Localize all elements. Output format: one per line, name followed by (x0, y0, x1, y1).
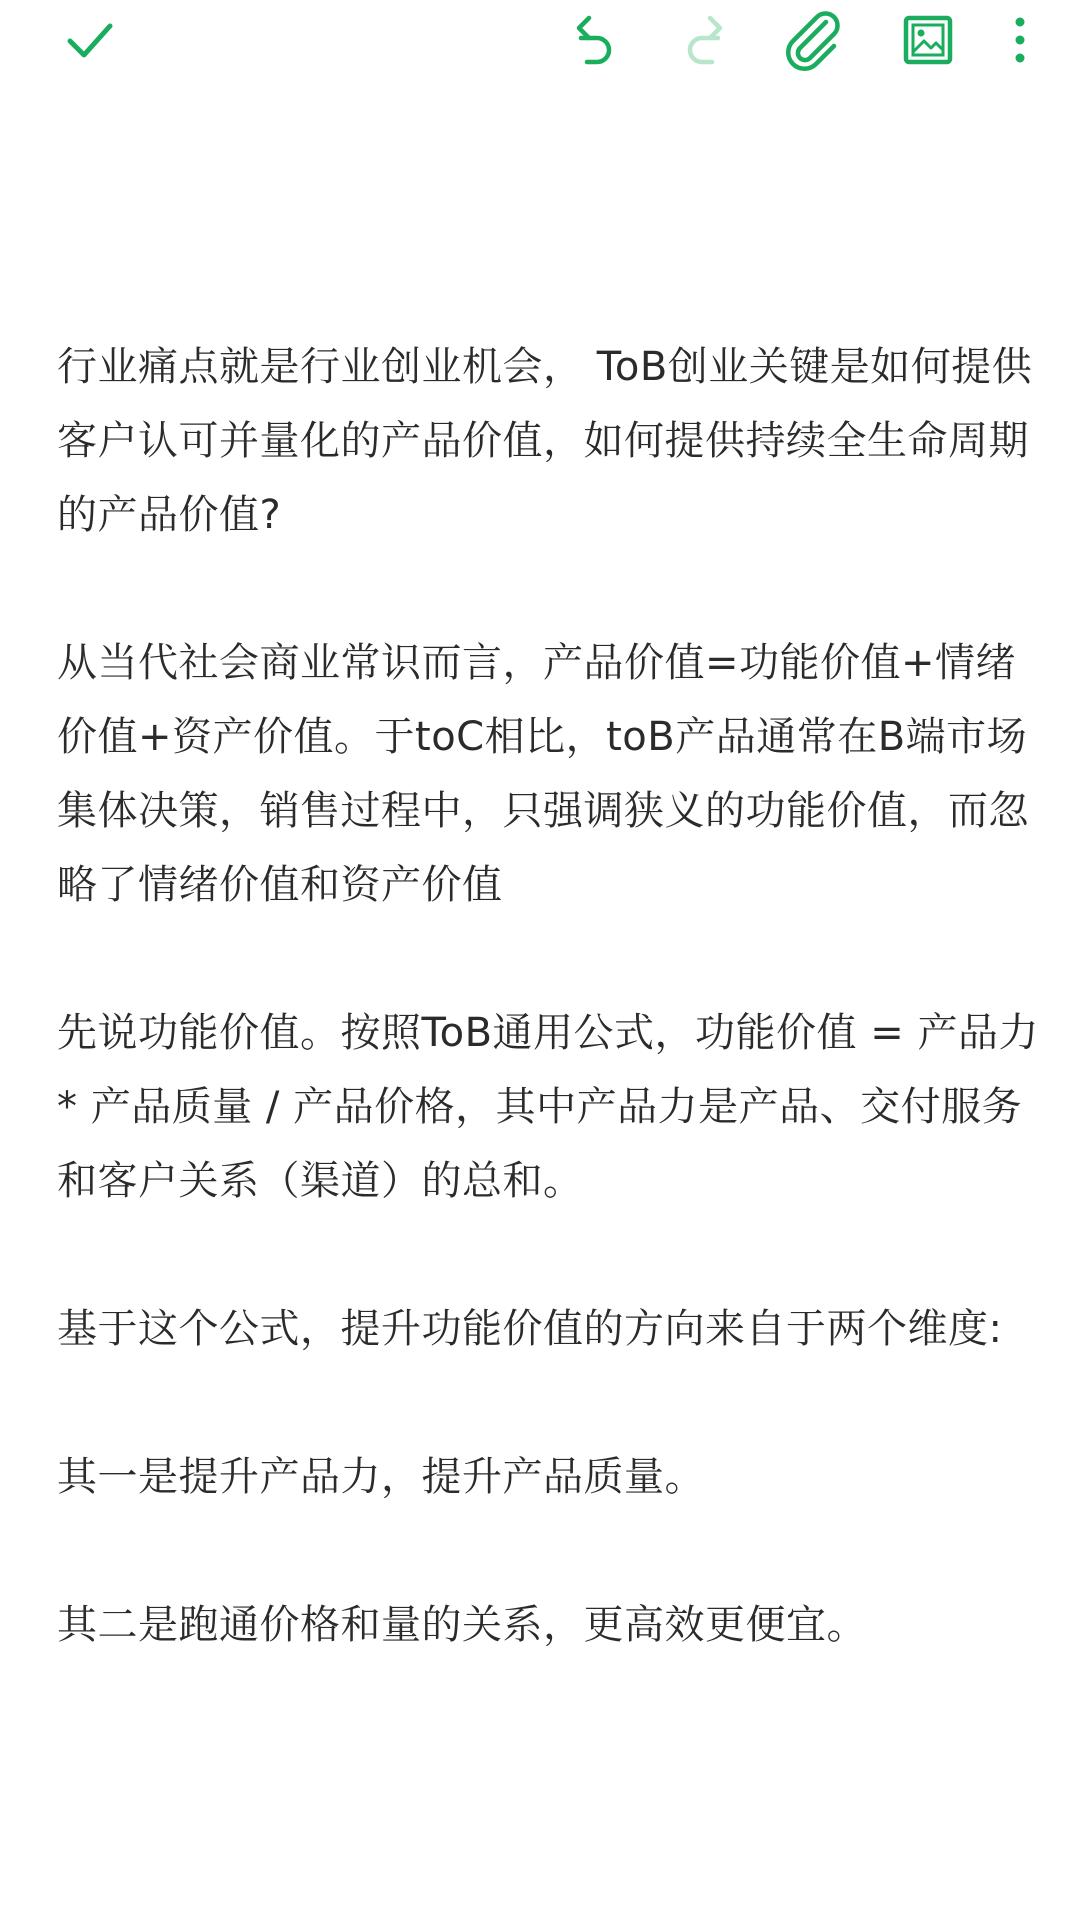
note-paragraph: 行业痛点就是行业创业机会， ToB创业关键是如何提供客户认可并量化的产品价值，如何提供持续全生命周期的产品价值? (57, 344, 1033, 538)
note-editor[interactable] (57, 330, 1053, 1662)
redo-icon (678, 12, 734, 68)
undo-icon (565, 12, 621, 68)
note-paragraph: 其二是跑通价格和量的关系，更高效更便宜。 (57, 1602, 867, 1648)
note-paragraph: 从当代社会商业常识而言，产品价值=功能价值+情绪价值+资产价值。于toC相比，toB产品通常在B端市场集体决策，销售过程中，只强调狭义的功能价值，而忽略了情绪价值和资产价值 (57, 640, 1029, 908)
attach-button[interactable] (782, 8, 846, 72)
redo-button[interactable] (674, 8, 738, 72)
image-icon (900, 12, 956, 68)
note-paragraph: 其一是提升产品力，提升产品质量。 (57, 1454, 705, 1500)
check-icon (62, 12, 118, 68)
insert-image-button[interactable] (896, 8, 960, 72)
more-vertical-icon (1008, 12, 1032, 68)
note-paragraph: 基于这个公式，提升功能价值的方向来自于两个维度: (57, 1306, 1003, 1352)
paperclip-icon (782, 8, 846, 72)
more-options-button[interactable] (988, 8, 1052, 72)
done-button[interactable] (58, 8, 122, 72)
undo-button[interactable] (561, 8, 625, 72)
note-paragraph: 先说功能价值。按照ToB通用公式，功能价值 = 产品力 * 产品质量 / 产品价格，其中产品力是产品、交付服务和客户关系（渠道）的总和。 (57, 1010, 1053, 1204)
editor-toolbar (0, 0, 1080, 80)
